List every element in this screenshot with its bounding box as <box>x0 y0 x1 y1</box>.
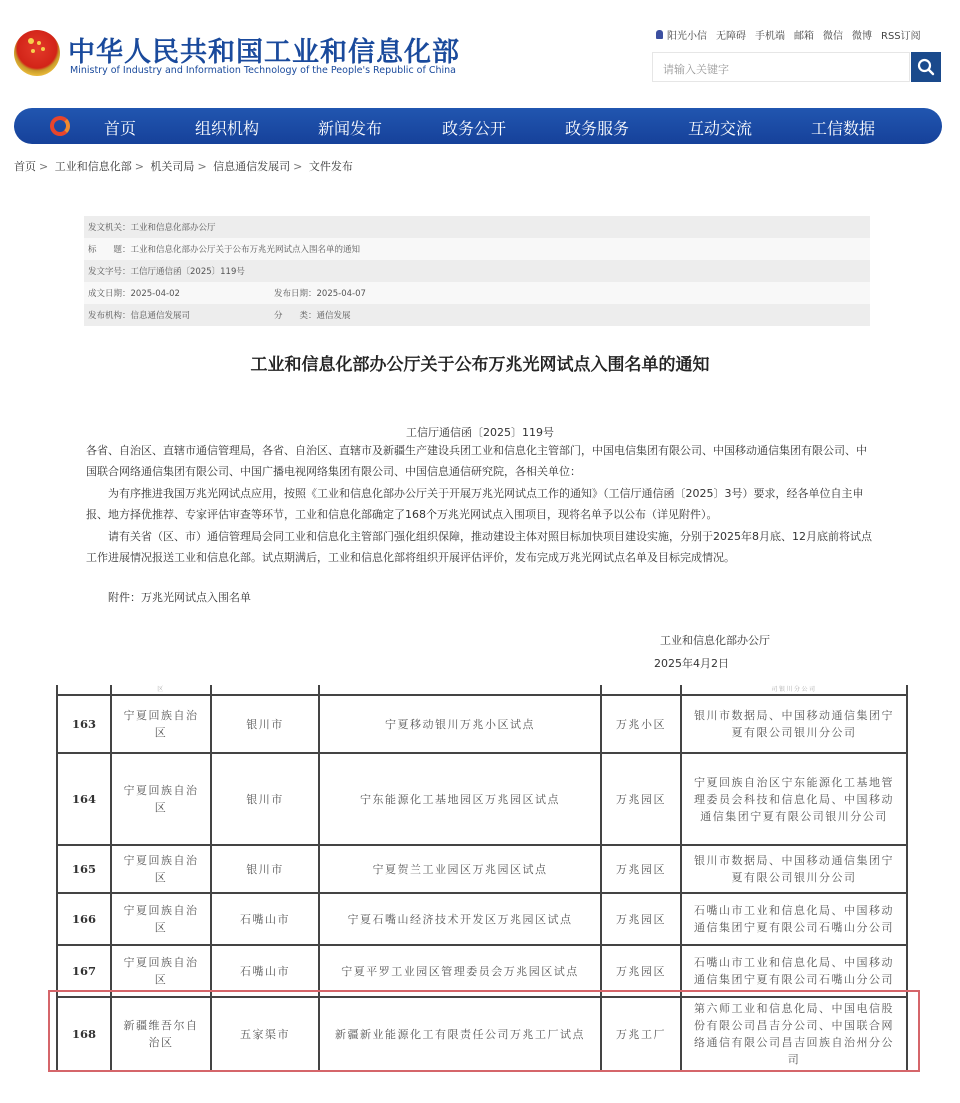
crumb-publications[interactable]: 文件发布 <box>308 160 353 173</box>
recipients-paragraph: 各省、自治区、直辖市通信管理局，各省、自治区、直辖市及新疆生产建设兵团工业和信息化主管部门，中国电信集团有限公司、中国移动通信集团有限公司、中国联合网络通信集团有限公司、中国广播电视网络集团有限公司、中国信息通信研究院，各相关单位： <box>86 444 867 478</box>
e-logo-icon <box>50 116 70 136</box>
cell-type: 万兆园区 <box>601 945 681 997</box>
site-header <box>0 0 960 100</box>
cell-type: 万兆园区 <box>601 753 681 845</box>
site-title[interactable]: 中华人民共和国工业和信息化部 <box>68 37 460 68</box>
meta-issuer <box>84 216 870 238</box>
cell-project: 新疆新业能源化工有限责任公司万兆工厂试点 <box>319 997 601 1071</box>
nav-news[interactable]: 新闻发布 <box>318 119 383 138</box>
attachment-link[interactable]: 附件：万兆光网试点入围名单 <box>108 591 251 604</box>
meta-value: 信息通信发展司 <box>130 311 191 321</box>
meta-value: 2025-04-07 <box>316 289 366 299</box>
nav-home[interactable]: 首页 <box>104 119 137 138</box>
link-accessibility[interactable]: 无障碍 <box>716 31 746 42</box>
site-subtitle: Ministry of Industry and Information Technology of the People's Republic of China <box>70 65 456 76</box>
cell-city: 石嘴山市 <box>211 893 319 945</box>
document-title: 工业和信息化部办公厅关于公布万兆光网试点入围名单的通知 <box>250 355 710 375</box>
cell-units: 石嘴山市工业和信息化局、中国移动通信集团宁夏有限公司石嘴山分公司 <box>681 945 907 997</box>
meta-value: 工业和信息化部办公厅 <box>130 223 216 233</box>
link-weibo[interactable]: 微博 <box>852 31 872 42</box>
cell-province: 宁夏回族自治区 <box>111 893 211 945</box>
table-row <box>57 753 907 845</box>
meta-title <box>84 238 870 260</box>
cell-province: 区 <box>111 685 211 695</box>
table-row <box>57 695 907 753</box>
table-row <box>57 893 907 945</box>
cell-project: 宁东能源化工基地园区万兆园区试点 <box>319 753 601 845</box>
link-sunshine[interactable]: 阳光小信 <box>667 31 707 42</box>
document-meta <box>84 216 870 326</box>
crumb-separator: > <box>197 160 207 173</box>
link-mail[interactable]: 邮箱 <box>794 31 814 42</box>
table-row <box>57 845 907 893</box>
crumb-ict-dept[interactable]: 信息通信发展司 <box>213 160 291 173</box>
cell-no: 167 <box>57 945 111 997</box>
meta-label: 成文日期： <box>88 289 131 299</box>
crumb-home[interactable]: 首页 <box>14 160 36 173</box>
cell-no: 164 <box>57 753 111 845</box>
link-wechat[interactable]: 微信 <box>823 31 843 42</box>
cell-type: 万兆小区 <box>601 695 681 753</box>
crumb-departments[interactable]: 机关司局 <box>150 160 195 173</box>
cell-city: 银川市 <box>211 695 319 753</box>
search-input[interactable]: 请输入关键字 <box>652 52 910 82</box>
cell-no: 168 <box>57 997 111 1071</box>
nav-data[interactable]: 工信数据 <box>811 119 876 138</box>
nav-interaction[interactable]: 互动交流 <box>688 119 753 138</box>
nav-organization[interactable]: 组织机构 <box>195 119 260 138</box>
meta-org <box>84 304 870 326</box>
cell-no: 163 <box>57 695 111 753</box>
main-nav <box>14 108 942 144</box>
meta-value: 工业和信息化部办公厅关于公布万兆光网试点入围名单的通知 <box>130 245 361 255</box>
table-row-cut <box>57 685 907 695</box>
cell-units: 司银川分公司 <box>681 685 907 695</box>
national-emblem-icon <box>14 30 60 76</box>
cell-units: 第六师工业和信息化局、中国电信股份有限公司昌吉分公司、中国联合网络通信有限公司昌吉回族自治州分公司 <box>681 997 907 1071</box>
cell-no: 166 <box>57 893 111 945</box>
cell-project: 宁夏移动银川万兆小区试点 <box>319 695 601 753</box>
nav-gov-affairs[interactable]: 政务公开 <box>442 119 507 138</box>
signature-date: 2025年4月2日 <box>654 657 729 670</box>
cell-province: 宁夏回族自治区 <box>111 753 211 845</box>
meta-value: 2025-04-02 <box>130 289 180 299</box>
cell-city: 五家渠市 <box>211 997 319 1071</box>
meta-value: 工信厅通信函〔2025〕119号 <box>130 267 245 277</box>
table-row-highlighted <box>57 997 907 1071</box>
crumb-separator: > <box>134 160 144 173</box>
body-paragraph-1: 为有序推进我国万兆光网试点应用，按照《工业和信息化部办公厅关于开展万兆光网试点工作的通知》（工信厅通信函〔2025〕3号）要求，经各单位自主申报、地方择优推荐、专家评估审查等环节，工业和信息化部确定了168个万兆光网试点入围项目，现将名单予以公布（详见附件）。 <box>86 487 864 521</box>
cell-province: 新疆维吾尔自治区 <box>111 997 211 1071</box>
cell-type: 万兆工厂 <box>601 997 681 1071</box>
breadcrumb <box>14 158 353 174</box>
crumb-miit[interactable]: 工业和信息化部 <box>54 160 132 173</box>
meta-value: 通信发展 <box>316 311 351 321</box>
cell-units: 宁夏回族自治区宁东能源化工基地管理委员会科技和信息化局、中国移动通信集团宁夏有限公司银川分公司 <box>681 753 907 845</box>
body-paragraph-2: 请有关省（区、市）通信管理局会同工业和信息化主管部门强化组织保障，推动建设主体对照目标加快项目建设实施，分别于2025年8月底、12月底前将试点工作进展情况报送工业和信息化部。试点期满后，工业和信息化部将组织开展评估评价，发布完成万兆光网试点名单及目标完成情况。 <box>86 530 872 564</box>
meta-label: 标 题： <box>88 245 131 255</box>
cell-project: 宁夏贺兰工业园区万兆园区试点 <box>319 845 601 893</box>
cell-city: 银川市 <box>211 845 319 893</box>
search-icon <box>917 58 935 76</box>
cell-province: 宁夏回族自治区 <box>111 945 211 997</box>
cell-province: 宁夏回族自治区 <box>111 845 211 893</box>
meta-label: 发文机关： <box>88 223 131 233</box>
meta-label: 发文字号： <box>88 267 131 277</box>
crumb-separator: > <box>293 160 303 173</box>
nav-gov-services[interactable]: 政务服务 <box>565 119 630 138</box>
top-links <box>656 27 921 42</box>
crumb-separator: > <box>39 160 49 173</box>
cell-type: 万兆园区 <box>601 845 681 893</box>
cell-type: 万兆园区 <box>601 893 681 945</box>
pilot-list-table <box>56 685 906 1072</box>
link-mobile[interactable]: 手机端 <box>755 31 785 42</box>
table-row <box>57 945 907 997</box>
cell-units: 石嘴山市工业和信息化局、中国移动通信集团宁夏有限公司石嘴山分公司 <box>681 893 907 945</box>
meta-dates <box>84 282 870 304</box>
cell-city: 石嘴山市 <box>211 945 319 997</box>
meta-label: 发布日期： <box>274 289 317 299</box>
search-button[interactable] <box>911 52 941 82</box>
meta-label: 分 类： <box>274 311 317 321</box>
cell-project: 宁夏石嘴山经济技术开发区万兆园区试点 <box>319 893 601 945</box>
cell-province: 宁夏回族自治区 <box>111 695 211 753</box>
meta-label: 发布机构： <box>88 311 131 321</box>
cell-project: 宁夏平罗工业园区管理委员会万兆园区试点 <box>319 945 601 997</box>
cell-no: 165 <box>57 845 111 893</box>
document-number: 工信厅通信函〔2025〕119号 <box>406 426 554 439</box>
sunshine-icon <box>656 30 663 39</box>
cell-units: 银川市数据局、中国移动通信集团宁夏有限公司银川分公司 <box>681 845 907 893</box>
signature-org: 工业和信息化部办公厅 <box>660 634 770 647</box>
meta-docno <box>84 260 870 282</box>
cell-units: 银川市数据局、中国移动通信集团宁夏有限公司银川分公司 <box>681 695 907 753</box>
link-rss[interactable]: RSS订阅 <box>881 31 921 42</box>
cell-city: 银川市 <box>211 753 319 845</box>
